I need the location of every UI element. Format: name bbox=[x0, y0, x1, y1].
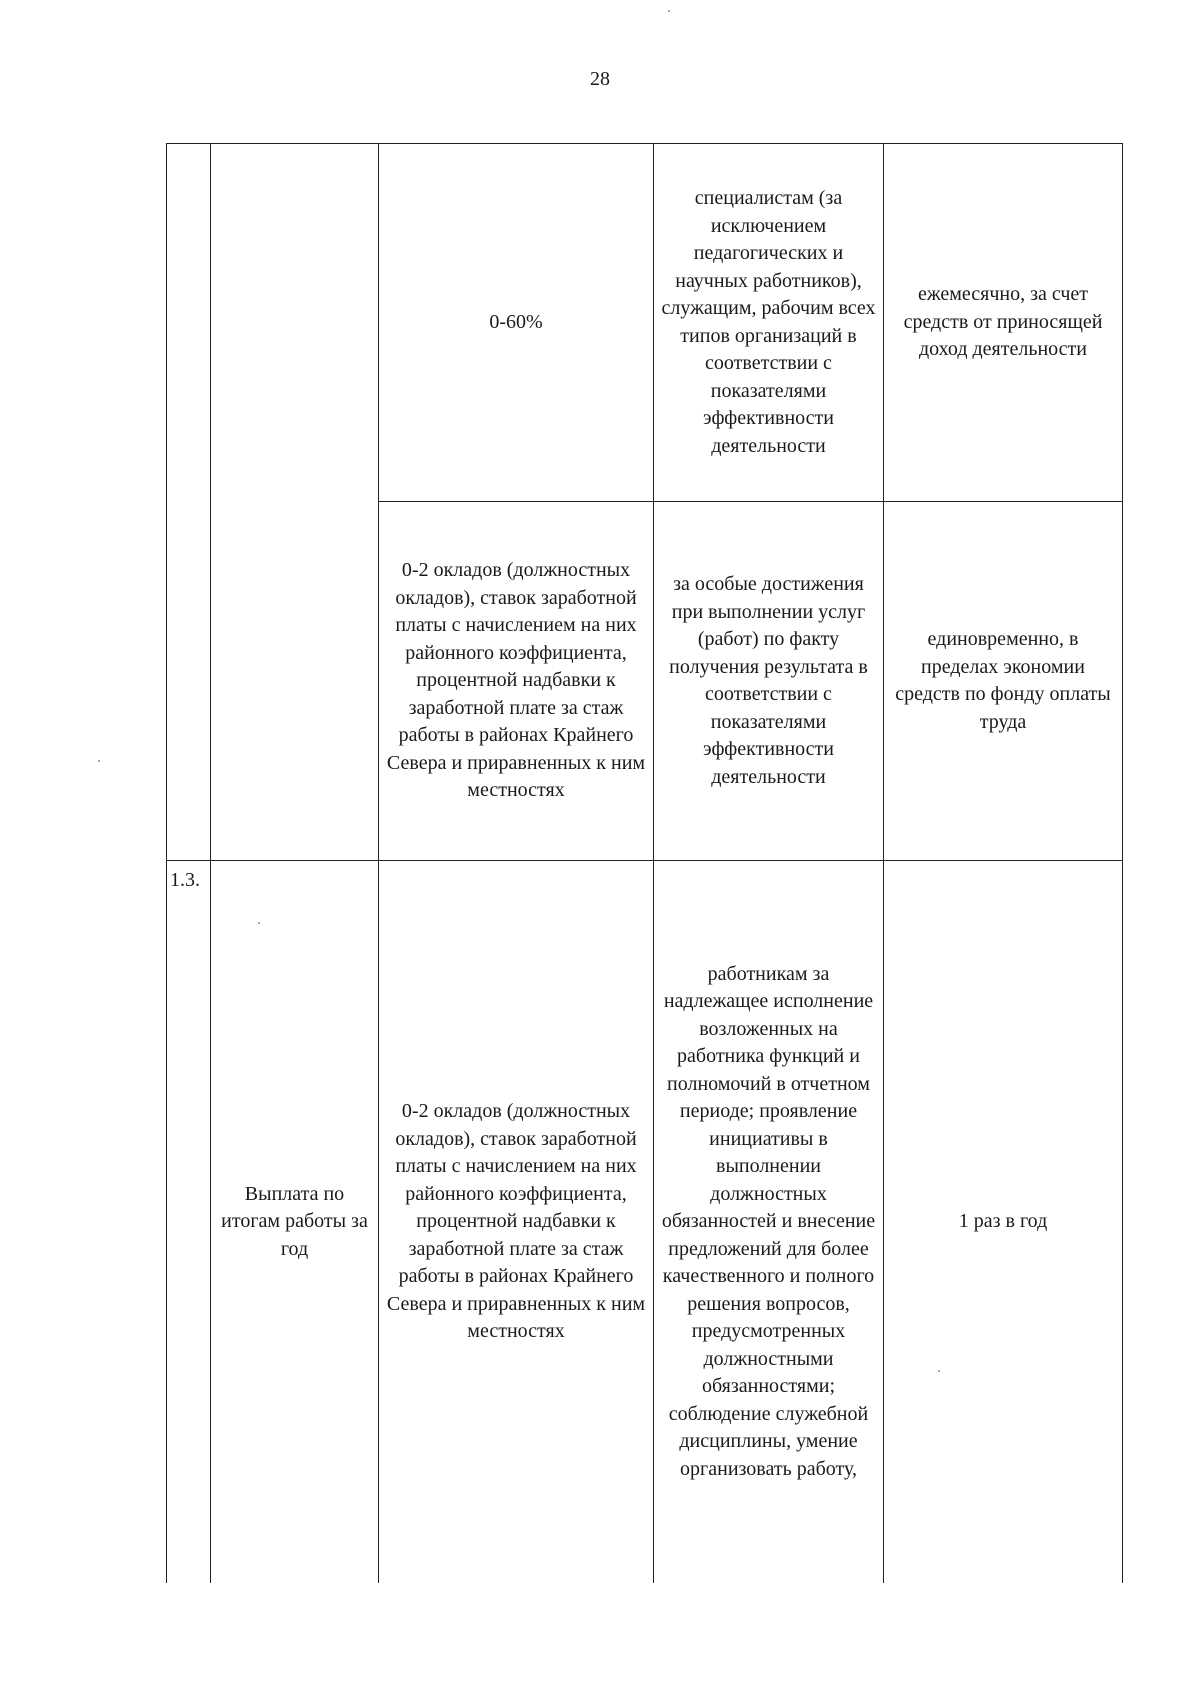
payment-name-cell bbox=[211, 144, 379, 861]
row-number-cell bbox=[167, 144, 211, 861]
row-number-cell: 1.3. bbox=[167, 861, 211, 1583]
scan-speck bbox=[668, 10, 670, 12]
condition-cell: специалистам (за исключением педагогических и научных работников), служащим, рабочим всех типов организаций в соответствии с показателями эффективности деятельности bbox=[654, 144, 884, 502]
condition-cell: работникам за надлежащее исполнение возложенных на работника функций и полномочий в отчетном периоде; проявление инициативы в выполнении должностных обязанностей и внесение предложений для более качественного и полного решения вопросов, предусмотренных должностными обязанностями; соблюдение служебной дисциплины, умение организовать работу, bbox=[654, 861, 884, 1583]
table-row bbox=[167, 861, 1123, 1583]
periodicity-cell: ежемесячно, за счет средств от приносящей доход деятельности bbox=[884, 144, 1123, 502]
scan-speck bbox=[98, 760, 100, 762]
amount-cell: 0-2 окладов (должностных окладов), ставок заработной платы с начислением на них районного коэффициента, процентной надбавки к заработной плате за стаж работы в районах Крайнего Севера и приравненных к ним местностях bbox=[379, 861, 654, 1583]
condition-cell: за особые достижения при выполнении услуг (работ) по факту получения результата в соответствии с показателями эффективности деятельности bbox=[654, 502, 884, 861]
periodicity-cell: 1 раз в год bbox=[884, 861, 1123, 1583]
amount-cell: 0-60% bbox=[379, 144, 654, 502]
payments-table bbox=[166, 143, 1123, 1583]
page-number: 28 bbox=[590, 68, 610, 90]
table-row bbox=[167, 144, 1123, 502]
amount-cell: 0-2 окладов (должностных окладов), ставок заработной платы с начислением на них районного коэффициента, процентной надбавки к заработной плате за стаж работы в районах Крайнего Севера и приравненных к ним местностях bbox=[379, 502, 654, 861]
periodicity-cell: единовременно, в пределах экономии средств по фонду оплаты труда bbox=[884, 502, 1123, 861]
payment-name-cell: Выплата по итогам работы за год bbox=[211, 861, 379, 1583]
